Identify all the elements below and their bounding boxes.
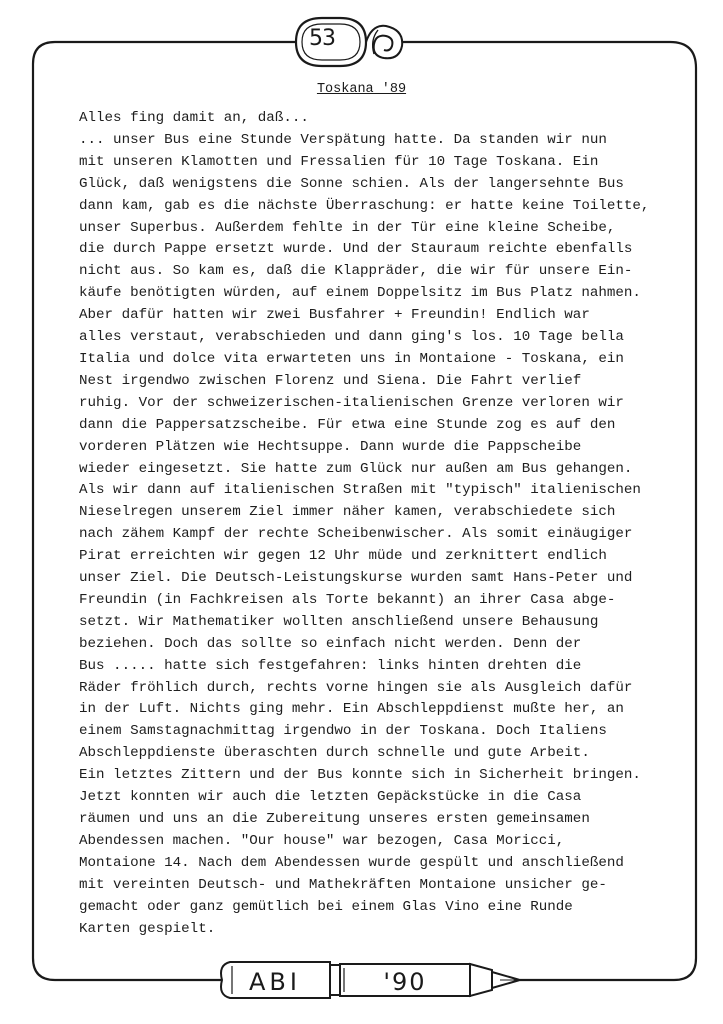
article-body [79, 108, 689, 940]
body-line: nach zähem Kampf der rechte Scheibenwischer. Als somit einäugiger [79, 526, 633, 543]
body-line: alles verstaut, verabschieden und dann ging's los. 10 Tage bella [79, 329, 624, 346]
body-line: die durch Pappe ersetzt wurde. Und der Stauraum reichte ebenfalls [79, 241, 633, 258]
body-line: Ein letztes Zittern und der Bus konnte sich in Sicherheit bringen. [79, 767, 641, 784]
body-line: Abendessen machen. "Our house" war bezogen, Casa Moricci, [79, 832, 565, 849]
body-line: Aber dafür hatten wir zwei Busfahrer + Freundin! Endlich war [79, 307, 590, 324]
body-line: Karten gespielt. [79, 920, 216, 937]
body-line: Nieselregen unserem Ziel immer näher kamen, verabschiedete sich [79, 504, 616, 521]
body-line: ... unser Bus eine Stunde Verspätung hatte. Da standen wir nun [79, 131, 607, 148]
body-line: Abschleppdienste überaschten durch schnelle und gute Arbeit. [79, 745, 590, 762]
body-line: Nest irgendwo zwischen Florenz und Siena. Die Fahrt verlief [79, 372, 582, 389]
body-line: gemacht oder ganz gemütlich bei einem Glas Vino eine Runde [79, 898, 573, 915]
page-number: 53 [309, 26, 335, 51]
body-line: nicht aus. So kam es, daß die Klappräder, die wir für unsere Ein- [79, 263, 633, 280]
body-line: beziehen. Doch das sollte so einfach nicht werden. Denn der [79, 635, 582, 652]
body-line: Räder fröhlich durch, rechts vorne hingen sie als Ausgleich dafür [79, 679, 633, 696]
body-line: dann kam, gab es die nächste Überraschung: er hatte keine Toilette, [79, 197, 650, 214]
body-line: ruhig. Vor der schweizerischen-italienischen Grenze verloren wir [79, 394, 624, 411]
body-line: käufe benötigten würden, auf einem Doppelsitz im Bus Platz nahmen. [79, 285, 641, 302]
body-line: Glück, daß wenigstens die Sonne schien. Als der langersehnte Bus [79, 175, 624, 192]
body-line: Jetzt konnten wir auch die letzten Gepäckstücke in die Casa [79, 789, 582, 806]
body-line: Bus ..... hatte sich festgefahren: links hinten drehten die [79, 657, 582, 674]
body-line: Pirat erreichten wir gegen 12 Uhr müde und zerknittert endlich [79, 548, 607, 565]
body-line: räumen und uns an die Zubereitung unseres ersten gemeinsamen [79, 811, 590, 827]
article-title: Toskana '89 [316, 82, 407, 97]
body-line: Italia und dolce vita erwarteten uns in Montaione - Toskana, ein [79, 350, 624, 367]
body-line: dann die Pappersatzscheibe. Für etwa eine Stunde zog es auf den [79, 416, 616, 433]
body-line: wieder eingesetzt. Sie hatte zum Glück nur außen am Bus gehangen. [79, 460, 633, 477]
body-line: Freundin (in Fachkreisen als Torte bekannt) an ihrer Casa abge- [79, 591, 616, 608]
body-line: einem Samstagnachmittag irgendwo in der Toskana. Doch Italiens [79, 723, 607, 740]
body-line: unser Superbus. Außerdem fehlte in der Tür eine kleine Scheibe, [79, 219, 616, 236]
body-line: Alles fing damit an, daß... [79, 110, 309, 126]
body-line: setzt. Wir Mathematiker wollten anschließend unsere Behausung [79, 613, 599, 630]
body-line: unser Ziel. Die Deutsch-Leistungskurse wurden samt Hans-Peter und [79, 570, 633, 587]
body-line: vorderen Plätzen wie Hechtsuppe. Dann wurde die Pappscheibe [79, 438, 582, 455]
body-line: mit vereinten Deutsch- und Mathekräften Montaione unsicher ge- [79, 876, 607, 893]
footer-year-label: '90 [383, 968, 427, 996]
body-line: Montaione 14. Nach dem Abendessen wurde gespült und anschließend [79, 854, 624, 871]
body-line: mit unseren Klamotten und Fressalien für 10 Tage Toskana. Ein [79, 153, 599, 170]
body-line: in der Luft. Nichts ging mehr. Ein Abschleppdienst mußte her, an [79, 701, 624, 718]
body-line: Als wir dann auf italienischen Straßen mit "typisch" italienischen [79, 482, 641, 499]
footer-abi-label: ABI [249, 968, 301, 996]
